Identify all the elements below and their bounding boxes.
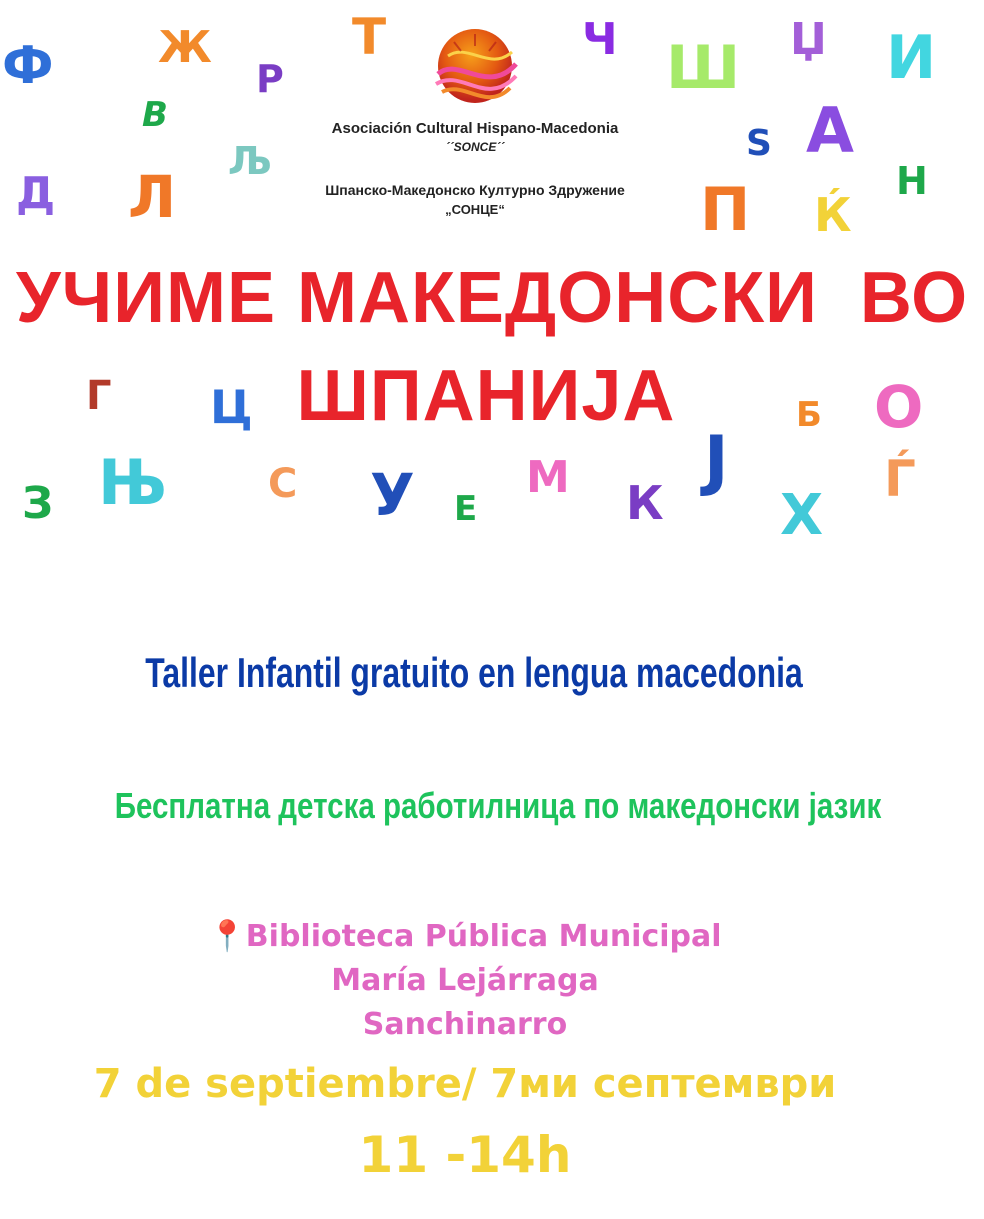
letter-t: Т — [352, 8, 387, 66]
letter-s-latin: S — [746, 123, 772, 164]
letter-o: О — [874, 373, 924, 441]
letter-lj: Љ — [228, 139, 272, 183]
letter-e: Е — [454, 489, 478, 529]
org-name-es-sub: ´´SONCE´´ — [445, 140, 505, 154]
letter-b: Б — [796, 395, 822, 435]
letter-g: Г — [86, 373, 112, 419]
letter-z: З — [22, 478, 54, 529]
letter-h: Х — [780, 483, 824, 548]
letter-a: А — [806, 94, 854, 167]
letter-kj: Ќ — [814, 188, 852, 242]
location-line-2: María Lejárraga — [331, 963, 599, 998]
letter-u: У — [370, 461, 415, 529]
letter-l: Л — [128, 163, 177, 231]
title-line-2: ШПАНИЈА — [296, 356, 676, 436]
letter-j: Ј — [704, 422, 729, 499]
location-line-1 — [0, 919, 930, 954]
event-date: 7 de septiembre/ 7ми септември — [93, 1061, 837, 1107]
letter-sh: Ш — [666, 33, 741, 103]
letter-n: Н — [896, 159, 928, 203]
letter-dzh: Џ — [790, 14, 827, 65]
letter-s: С — [268, 461, 298, 507]
letter-gj: Ѓ — [884, 450, 916, 508]
event-time: 11 -14h — [358, 1126, 572, 1184]
title-line-1: УЧИМЕ МАКЕДОНСКИ ВО — [15, 258, 969, 338]
letter-p: П — [700, 175, 751, 245]
map-pin-icon: 📍 — [208, 919, 246, 954]
location-name: Biblioteca Pública Municipal — [245, 919, 722, 954]
letter-f: Ф — [2, 36, 54, 96]
letter-zh: Ж — [158, 22, 212, 73]
letter-k: К — [626, 476, 664, 530]
letter-d: Д — [16, 168, 56, 219]
workshop-title-mk: Бесплатна детска работилница по македонски јазик — [114, 785, 882, 826]
sun-spiral-logo-icon — [428, 26, 522, 112]
letter-nj: Њ — [98, 446, 169, 519]
letter-ts: Ц — [210, 380, 253, 434]
location-line-3: Sanchinarro — [362, 1007, 568, 1042]
org-name-es: Asociación Cultural Hispano-Macedonia — [331, 120, 619, 137]
letter-m: М — [526, 452, 570, 503]
letter-i: И — [886, 23, 937, 93]
org-name-mk-sub: „СОНЦЕ“ — [445, 202, 505, 217]
letter-v: В — [142, 95, 168, 135]
org-name-mk: Шпанско-Македонско Културно Здружение — [325, 182, 625, 198]
workshop-title-es: Taller Infantil gratuito en lengua macedonia — [145, 649, 803, 696]
letter-r: Р — [256, 57, 284, 101]
letter-ch: Ч — [582, 14, 618, 65]
